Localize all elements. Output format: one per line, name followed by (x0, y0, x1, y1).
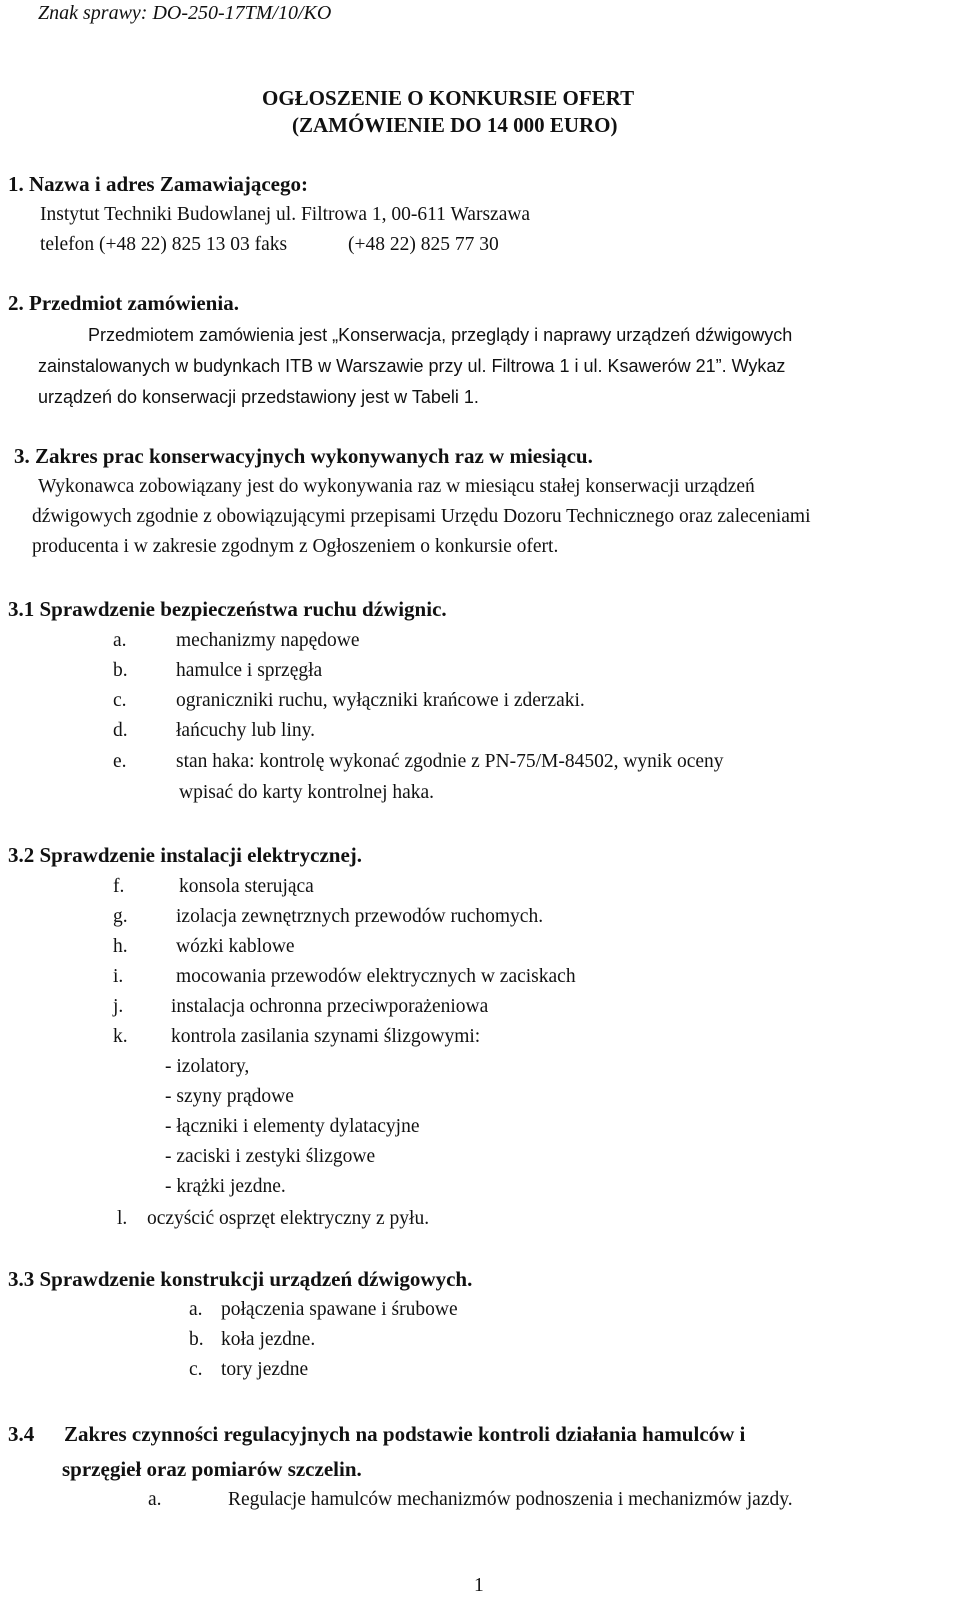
s1-fax: (+48 22) 825 77 30 (348, 234, 499, 255)
item-text: mechanizmy napędowe (176, 630, 360, 651)
s3-paragraph-line1: Wykonawca zobowiązany jest do wykonywania raz w miesiącu stałej konserwacji urządzeń (38, 476, 755, 497)
s2-paragraph-line2: zainstalowanych w budynkach ITB w Warszawie przy ul. Filtrowa 1 i ul. Ksawerów 21”. Wykaz (38, 356, 786, 376)
sub-list-item: - łączniki i elementy dylatacyjne (165, 1116, 420, 1137)
section-3-4-heading-line1: Zakres czynności regulacyjnych na podstawie kontroli działania hamulców i (64, 1422, 746, 1446)
item-label: k. (113, 1026, 128, 1047)
section-3-4-heading-line2: sprzęgieł oraz pomiarów szczelin. (62, 1457, 362, 1481)
s1-address: Instytut Techniki Budowlanej ul. Filtrowa 1, 00-611 Warszawa (40, 204, 531, 225)
item-label: c. (189, 1359, 203, 1380)
item-label: b. (189, 1329, 204, 1350)
s3-paragraph-line3: producenta i w zakresie zgodnym z Ogłoszeniem o konkursie ofert. (32, 536, 559, 557)
section-3-2-heading: 3.2 Sprawdzenie instalacji elektrycznej. (8, 843, 363, 867)
sub-list-item: - zaciski i zestyki ślizgowe (165, 1146, 376, 1167)
section-3-heading: 3. Zakres prac konserwacyjnych wykonywanych raz w miesiącu. (14, 444, 593, 468)
item-text: kontrola zasilania szynami ślizgowymi: (171, 1026, 481, 1047)
item-text: instalacja ochronna przeciwporażeniowa (171, 996, 489, 1017)
item-text: stan haka: kontrolę wykonać zgodnie z PN-75/M-84502, wynik oceny (176, 751, 724, 772)
item-text: Regulacje hamulców mechanizmów podnoszenia i mechanizmów jazdy. (228, 1489, 793, 1510)
item-label: l. (117, 1208, 128, 1229)
case-reference: Znak sprawy: DO-250-17TM/10/KO (38, 2, 332, 24)
s2-paragraph-line1: Przedmiotem zamówienia jest „Konserwacja, przeglądy i naprawy urządzeń dźwigowych (88, 325, 793, 345)
item-label: a. (189, 1299, 203, 1320)
item-text: izolacja zewnętrznych przewodów ruchomych. (176, 906, 544, 927)
item-label: e. (113, 751, 127, 772)
item-label: b. (113, 660, 128, 681)
document-title-line2: (ZAMÓWIENIE DO 14 000 EURO) (292, 113, 618, 137)
item-label: g. (113, 906, 128, 927)
section-3-1-heading: 3.1 Sprawdzenie bezpieczeństwa ruchu dźwignic. (8, 597, 447, 621)
item-text: konsola sterująca (179, 876, 314, 897)
list-item-continuation: wpisać do karty kontrolnej haka. (179, 782, 435, 803)
item-label: f. (113, 876, 125, 897)
item-text: ograniczniki ruchu, wyłączniki krańcowe i zderzaki. (176, 690, 585, 711)
item-label: d. (113, 720, 128, 741)
page-number: 1 (474, 1575, 484, 1596)
section-3-3-heading: 3.3 Sprawdzenie konstrukcji urządzeń dźwigowych. (8, 1267, 473, 1291)
s3-paragraph-line2: dźwigowych zgodnie z obowiązującymi przepisami Urzędu Dozoru Technicznego oraz zaleceniami (32, 506, 811, 527)
item-text: koła jezdne. (221, 1329, 316, 1350)
item-label: h. (113, 936, 128, 957)
item-text: hamulce i sprzęgła (176, 660, 323, 681)
section-1-heading: 1. Nazwa i adres Zamawiającego: (8, 172, 308, 196)
s2-paragraph-line3: urządzeń do konserwacji przedstawiony jest w Tabeli 1. (38, 387, 479, 407)
section-2-heading: 2. Przedmiot zamówienia. (8, 291, 239, 315)
item-label: a. (148, 1489, 162, 1510)
s1-phone: telefon (+48 22) 825 13 03 faks (40, 234, 288, 255)
sub-list-item: - szyny prądowe (165, 1086, 294, 1107)
item-label: j. (113, 996, 124, 1017)
sub-list-item: - krążki jezdne. (165, 1176, 286, 1197)
item-text: połączenia spawane i śrubowe (221, 1299, 458, 1320)
item-label: c. (113, 690, 127, 711)
item-text: mocowania przewodów elektrycznych w zaciskach (176, 966, 576, 987)
item-text: oczyścić osprzęt elektryczny z pyłu. (147, 1208, 430, 1229)
item-text: łańcuchy lub liny. (176, 720, 315, 741)
document-title-line1: OGŁOSZENIE O KONKURSIE OFERT (262, 86, 635, 110)
item-text: tory jezdne (221, 1359, 309, 1380)
item-label: i. (113, 966, 124, 987)
item-label: a. (113, 630, 127, 651)
section-3-4-number: 3.4 (8, 1422, 35, 1446)
sub-list-item: - izolatory, (165, 1056, 250, 1077)
item-text: wózki kablowe (176, 936, 295, 957)
